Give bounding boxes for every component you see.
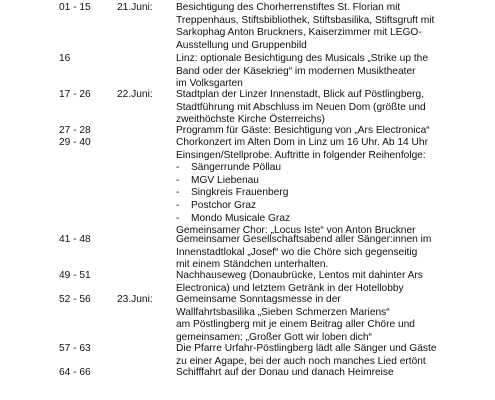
description-line: Besichtigung des Chorherrenstiftes St. Florian mit <box>176 2 401 13</box>
description-line: mit einem Ständchen unterhalten. <box>176 259 329 271</box>
row-number-range: 16 <box>59 53 71 64</box>
choir-name: Sängerrunde Pöllau <box>191 162 282 174</box>
description-line: Gemeinsamer Gesellschaftsabend aller Sänger:innen im <box>176 234 432 245</box>
row-number-range: 41 - 48 <box>59 234 91 245</box>
description-line: Gemeinsame Sonntagsmesse in der <box>176 294 341 305</box>
description-line: Linz: optionale Besichtigung des Musicals „Strike up the <box>176 53 428 64</box>
description-line: Programm für Gäste: Besichtigung von „Ars Electronica“ <box>176 125 430 136</box>
description-line: zweithöchste Kirche Österreichs) <box>176 114 325 126</box>
row-description <box>176 270 486 295</box>
choir-list-item <box>176 175 486 188</box>
description-line: Innenstadtlokal „Josef“ wo die Chöre sich gegenseitig <box>176 246 418 258</box>
description-line: Die Pfarre Urfahr-Pöstlingberg lädt alle Sänger und Gäste <box>176 343 437 354</box>
description-line: Electronica) und letztem Getränk in der Hotellobby <box>176 282 404 294</box>
row-number-range: 27 - 28 <box>59 125 91 136</box>
row-number-range: 01 - 15 <box>59 2 91 13</box>
bullet-dash: - <box>176 199 180 211</box>
choir-name: Mondo Musicale Graz <box>191 212 291 224</box>
row-description <box>176 53 486 91</box>
row-description <box>176 234 486 272</box>
description-line: zu einer Agape, bei der auch noch manches Lied ertönt <box>176 355 426 367</box>
bullet-dash: - <box>176 187 180 199</box>
description-line: Sarkophag Anton Bruckners, Kaiserzimmer mit LEGO- <box>176 27 422 39</box>
description-line: Stadtplan der Linzer Innenstadt, Blick auf Pöstlingberg, <box>176 89 425 100</box>
description-line: Wallfahrtsbasilika „Sieben Schmerzen Mariens“ <box>176 306 390 318</box>
choir-name: Singkreis Frauenberg <box>191 187 289 199</box>
row-number-range: 17 - 26 <box>59 89 91 100</box>
row-description <box>176 294 486 344</box>
choir-list-item <box>176 187 486 200</box>
row-description <box>176 125 486 138</box>
bullet-dash: - <box>176 212 180 224</box>
description-line: Schifffahrt auf der Donau und danach Heimreise <box>176 367 394 378</box>
choir-name: MGV Liebenau <box>191 174 259 186</box>
row-number-range: 29 - 40 <box>59 137 91 148</box>
row-number-range: 64 - 66 <box>59 367 91 378</box>
row-description <box>176 343 486 368</box>
row-description <box>176 137 486 238</box>
row-date: 21.Juni: <box>117 2 153 13</box>
row-description <box>176 2 486 52</box>
row-number-range: 57 - 63 <box>59 343 91 354</box>
description-line: Chorkonzert im Alten Dom in Linz um 16 Uhr. Ab 14 Uhr <box>176 137 428 148</box>
row-number-range: 52 - 56 <box>59 294 91 305</box>
description-line: Stadtführung mit Abschluss im Neuen Dom (größte und <box>176 101 426 113</box>
choir-name: Postchor Graz <box>191 199 257 211</box>
description-line: Nachhauseweg (Donaubrücke, Lentos mit dahinter Ars <box>176 270 423 281</box>
row-date: 22.Juni: <box>117 89 153 100</box>
description-line: im Volksgarten <box>176 78 243 90</box>
description-line: Gemeinsamer Chor: „Locus Iste“ von Anton Bruckner <box>176 225 416 237</box>
description-line: Treppenhaus, Stiftsbibliothek, Stiftsbasilika, Stiftsgruft mit <box>176 14 435 26</box>
choir-list-item <box>176 200 486 213</box>
description-line: Band oder der Käsekrieg“ im modernen Musiktheater <box>176 65 416 77</box>
row-number-range: 49 - 51 <box>59 270 91 281</box>
description-line: Einsingen/Stellprobe. Auftritte in folgender Reihenfolge: <box>176 149 426 161</box>
row-description <box>176 89 486 127</box>
bullet-dash: - <box>176 162 180 174</box>
choir-list-item <box>176 162 486 175</box>
row-description <box>176 367 486 380</box>
bullet-dash: - <box>176 174 180 186</box>
description-line: am Pöstlingberg mit je einem Beitrag aller Chöre und <box>176 319 415 331</box>
description-line: gemeinsamen: „Großer Gott wir loben dich“ <box>176 331 372 343</box>
description-line: Ausstellung und Gruppenbild <box>176 39 307 51</box>
row-date: 23.Juni: <box>117 294 153 305</box>
choir-list-item <box>176 213 486 226</box>
